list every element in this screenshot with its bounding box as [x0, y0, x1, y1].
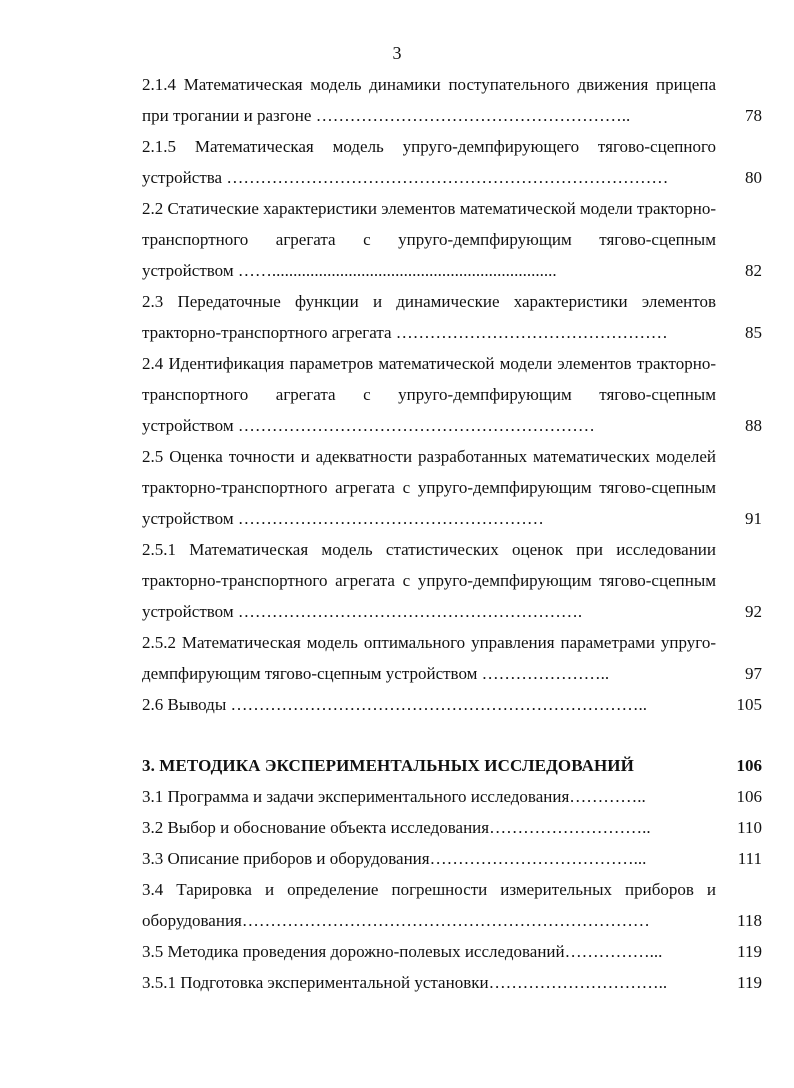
toc-entry-2-1-4	[142, 69, 762, 131]
toc-entry-page: 85	[745, 323, 762, 342]
toc-entry-page: 82	[745, 261, 762, 280]
toc-entry-text: 2.2 Статические характеристики элементов математической модели тракторно-транспортного агрегата с упруго-демпфирующим тягово-сцепным устройством ……...................................................................	[142, 199, 716, 280]
toc-entry-2-6	[142, 689, 762, 720]
chapter-title: 3. МЕТОДИКА ЭКСПЕРИМЕНТАЛЬНЫХ ИССЛЕДОВАНИЙ	[142, 756, 634, 775]
toc-entry-page: 119	[737, 973, 762, 992]
toc-entry-page: 91	[745, 509, 762, 528]
toc-entry-text: 2.6 Выводы ………………………………………………………………..	[142, 695, 648, 714]
toc-entry-page: 105	[736, 695, 762, 714]
toc-entry-2-5-2	[142, 627, 762, 689]
toc-entry-text: 2.5.2 Математическая модель оптимального управления параметрами упруго-демпфирующим тягово-сцепным устройством …………………..	[142, 633, 716, 683]
toc-entry-page: 80	[745, 168, 762, 187]
toc-entry-text: 2.1.5 Математическая модель упруго-демпфирующего тягово-сцепного устройства ……………………………………………………………………	[142, 137, 716, 187]
toc-entry-page: 118	[737, 911, 762, 930]
toc-entry-3-4	[142, 874, 762, 936]
toc-entry-text: 2.4 Идентификация параметров математической модели элементов тракторно-транспортного агрегата с упруго-демпфирующим тягово-сцепным устройством ………………………………………………………	[142, 354, 716, 435]
toc-entry-page: 88	[745, 416, 762, 435]
toc-entry-text: 3.4 Тарировка и определение погрешности измерительных приборов и оборудования………………………………………………………………	[142, 880, 716, 930]
toc-entry-text: 2.5.1 Математическая модель статистических оценок при исследовании тракторно-транспортного агрегата с упруго-демпфирующим тягово-сцепным устройством …………………………………………………….	[142, 540, 716, 621]
toc-entry-text: 2.1.4 Математическая модель динамики поступательного движения прицепа при трогании и разгоне ………………………………………………..	[142, 75, 716, 125]
toc-entry-2-4	[142, 348, 762, 441]
toc-entry-text: 2.5 Оценка точности и адекватности разработанных математических моделей тракторно-транспортного агрегата с упруго-демпфирующим тягово-сцепным устройством ………………………………………………	[142, 447, 716, 528]
toc-entry-3-3	[142, 843, 762, 874]
toc-entry-text: 2.3 Передаточные функции и динамические характеристики элементов тракторно-транспортного агрегата …………………………………………	[142, 292, 716, 342]
toc-entry-3-5	[142, 936, 762, 967]
toc-entry-2-2	[142, 193, 762, 286]
toc-entry-2-1-5	[142, 131, 762, 193]
toc-entry-page: 92	[745, 602, 762, 621]
toc-entry-text: 3.2 Выбор и обоснование объекта исследования………………………..	[142, 818, 651, 837]
toc-entry-text: 3.1 Программа и задачи экспериментального исследования…………..	[142, 787, 646, 806]
chapter-page: 106	[736, 756, 762, 775]
toc-entry-page: 110	[737, 818, 762, 837]
toc-entry-3-5-1	[142, 967, 762, 998]
toc-entry-text: 3.5.1 Подготовка экспериментальной установки…………………………..	[142, 973, 668, 992]
toc-entry-3-1	[142, 781, 762, 812]
toc-entry-2-3	[142, 286, 762, 348]
toc-entry-2-5-1	[142, 534, 762, 627]
toc-entry-page: 97	[745, 664, 762, 683]
toc-chapter-3	[142, 750, 762, 781]
page-number: 3	[392, 43, 402, 63]
toc-entry-page: 111	[737, 849, 762, 868]
table-of-contents	[142, 69, 762, 998]
toc-entry-text: 3.5 Методика проведения дорожно-полевых исследований……………...	[142, 942, 663, 961]
toc-entry-page: 106	[736, 787, 762, 806]
toc-entry-2-5	[142, 441, 762, 534]
toc-entry-3-2	[142, 812, 762, 843]
toc-entry-page: 78	[745, 106, 762, 125]
toc-entry-text: 3.3 Описание приборов и оборудования………………………………...	[142, 849, 647, 868]
toc-entry-page: 119	[737, 942, 762, 961]
